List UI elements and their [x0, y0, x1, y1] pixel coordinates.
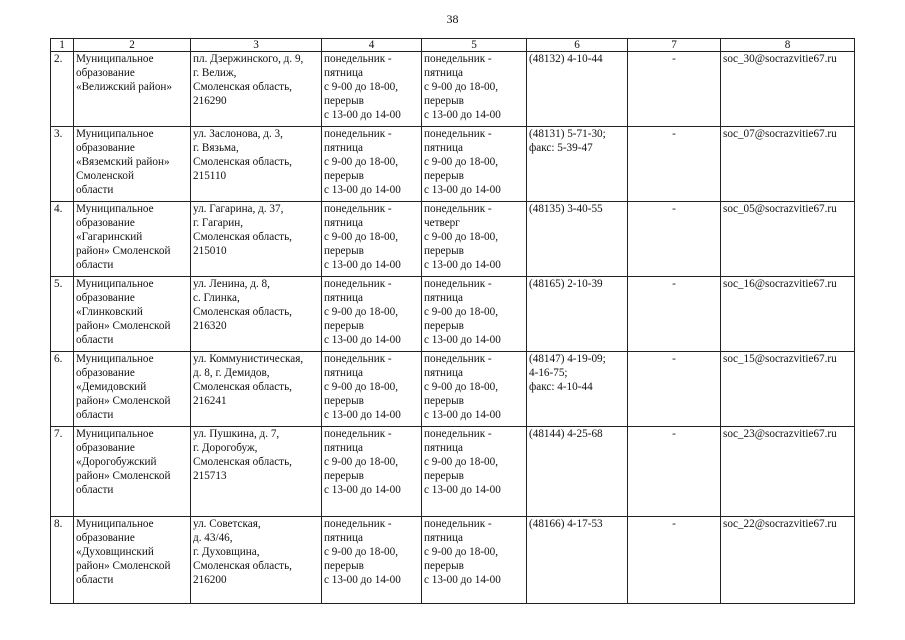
- reception-hours-cell-line: пятница: [424, 442, 463, 454]
- working-hours-cell-line: перерыв: [324, 470, 364, 482]
- column7-cell: -: [628, 517, 721, 604]
- municipality-cell-line: «Глинковский: [76, 306, 143, 318]
- municipality-cell-line: образование: [76, 367, 135, 379]
- working-hours-cell-line: с 9-00 до 18-00,: [324, 81, 399, 93]
- municipality-cell-line: образование: [76, 67, 135, 79]
- address-cell-line: г. Дорогобуж,: [193, 442, 258, 454]
- reception-hours-cell-line: пятница: [424, 142, 463, 154]
- reception-hours-cell: [422, 517, 527, 604]
- working-hours-cell: [322, 277, 422, 352]
- phone-cell-line: 4-16-75;: [529, 367, 568, 379]
- reception-hours-cell-line: понедельник -: [424, 278, 492, 290]
- reception-hours-cell-line: перерыв: [424, 470, 464, 482]
- phone-cell-line: (48165) 2-10-39: [529, 278, 603, 290]
- table-row: [51, 127, 855, 202]
- address-cell-line: Смоленская область,: [193, 231, 292, 243]
- municipality-cell-line: район» Смоленской: [76, 470, 171, 482]
- address-cell-line: 215713: [193, 470, 227, 482]
- municipality-cell: [74, 427, 191, 517]
- municipality-cell-line: области: [76, 409, 114, 421]
- municipality-cell-line: Муниципальное: [76, 518, 154, 530]
- working-hours-cell-line: понедельник -: [324, 203, 392, 215]
- municipality-cell: [74, 352, 191, 427]
- address-cell-line: пл. Дзержинского, д. 9,: [193, 53, 304, 65]
- working-hours-cell-line: с 9-00 до 18-00,: [324, 156, 399, 168]
- reception-hours-cell-line: с 9-00 до 18-00,: [424, 231, 499, 243]
- address-cell-line: Смоленская область,: [193, 560, 292, 572]
- offices-table: [50, 38, 855, 604]
- address-cell: [191, 277, 322, 352]
- municipality-cell: [74, 127, 191, 202]
- working-hours-cell-line: с 13-00 до 14-00: [324, 184, 401, 196]
- municipality-cell: [74, 52, 191, 127]
- row-number-cell: 8.: [51, 517, 74, 604]
- address-cell: [191, 127, 322, 202]
- column7-cell: -: [628, 52, 721, 127]
- reception-hours-cell-line: перерыв: [424, 95, 464, 107]
- reception-hours-cell: [422, 127, 527, 202]
- table-row: [51, 352, 855, 427]
- table-row: [51, 427, 855, 517]
- municipality-cell-line: образование: [76, 142, 135, 154]
- address-cell-line: 216241: [193, 395, 227, 407]
- phone-cell: [527, 52, 628, 127]
- row-number-cell: 7.: [51, 427, 74, 517]
- address-cell-line: Смоленская область,: [193, 381, 292, 393]
- email-cell: soc_22@socrazvitie67.ru: [721, 517, 855, 604]
- reception-hours-cell-line: пятница: [424, 292, 463, 304]
- working-hours-cell-line: пятница: [324, 142, 363, 154]
- reception-hours-cell-line: перерыв: [424, 170, 464, 182]
- row-number-cell: 4.: [51, 202, 74, 277]
- municipality-cell-line: образование: [76, 532, 135, 544]
- reception-hours-cell-line: с 13-00 до 14-00: [424, 484, 501, 496]
- reception-hours-cell-line: с 13-00 до 14-00: [424, 259, 501, 271]
- reception-hours-cell-line: с 9-00 до 18-00,: [424, 456, 499, 468]
- municipality-cell-line: «Гагаринский: [76, 231, 143, 243]
- municipality-cell-line: Муниципальное: [76, 203, 154, 215]
- municipality-cell-line: «Духовщинский: [76, 546, 154, 558]
- address-cell-line: д. 43/46,: [193, 532, 233, 544]
- working-hours-cell-line: перерыв: [324, 560, 364, 572]
- municipality-cell-line: образование: [76, 442, 135, 454]
- phone-cell-line: факс: 4-10-44: [529, 381, 593, 393]
- working-hours-cell-line: перерыв: [324, 170, 364, 182]
- phone-cell: [527, 202, 628, 277]
- header-cell: 6: [527, 39, 628, 52]
- working-hours-cell-line: с 9-00 до 18-00,: [324, 306, 399, 318]
- reception-hours-cell-line: перерыв: [424, 395, 464, 407]
- address-cell-line: Смоленская область,: [193, 306, 292, 318]
- municipality-cell-line: «Велижский район»: [76, 81, 173, 93]
- working-hours-cell-line: с 9-00 до 18-00,: [324, 546, 399, 558]
- phone-cell: [527, 127, 628, 202]
- municipality-cell-line: Муниципальное: [76, 53, 154, 65]
- reception-hours-cell-line: пятница: [424, 67, 463, 79]
- reception-hours-cell: [422, 202, 527, 277]
- header-cell: 4: [322, 39, 422, 52]
- column7-cell: -: [628, 127, 721, 202]
- column7-cell: -: [628, 202, 721, 277]
- working-hours-cell: [322, 517, 422, 604]
- working-hours-cell-line: понедельник -: [324, 428, 392, 440]
- working-hours-cell-line: перерыв: [324, 320, 364, 332]
- phone-cell-line: (48144) 4-25-68: [529, 428, 603, 440]
- reception-hours-cell-line: перерыв: [424, 320, 464, 332]
- municipality-cell-line: области: [76, 484, 114, 496]
- row-number-cell: 2.: [51, 52, 74, 127]
- working-hours-cell-line: пятница: [324, 367, 363, 379]
- municipality-cell-line: «Дорогобужский: [76, 456, 157, 468]
- working-hours-cell-line: понедельник -: [324, 53, 392, 65]
- reception-hours-cell-line: понедельник -: [424, 518, 492, 530]
- phone-cell: [527, 427, 628, 517]
- municipality-cell-line: район» Смоленской: [76, 320, 171, 332]
- reception-hours-cell-line: перерыв: [424, 560, 464, 572]
- municipality-cell-line: Муниципальное: [76, 428, 154, 440]
- address-cell-line: Смоленская область,: [193, 81, 292, 93]
- reception-hours-cell: [422, 427, 527, 517]
- header-cell: 2: [74, 39, 191, 52]
- working-hours-cell-line: перерыв: [324, 395, 364, 407]
- municipality-cell-line: «Демидовский: [76, 381, 147, 393]
- working-hours-cell-line: с 9-00 до 18-00,: [324, 231, 399, 243]
- working-hours-cell-line: с 9-00 до 18-00,: [324, 381, 399, 393]
- reception-hours-cell-line: понедельник -: [424, 353, 492, 365]
- reception-hours-cell-line: с 13-00 до 14-00: [424, 334, 501, 346]
- working-hours-cell-line: понедельник -: [324, 353, 392, 365]
- reception-hours-cell-line: с 13-00 до 14-00: [424, 409, 501, 421]
- working-hours-cell-line: с 13-00 до 14-00: [324, 334, 401, 346]
- email-cell: soc_05@socrazvitie67.ru: [721, 202, 855, 277]
- address-cell: [191, 517, 322, 604]
- working-hours-cell-line: пятница: [324, 217, 363, 229]
- address-cell-line: ул. Заслонова, д. 3,: [193, 128, 283, 140]
- reception-hours-cell: [422, 277, 527, 352]
- reception-hours-cell-line: с 9-00 до 18-00,: [424, 156, 499, 168]
- address-cell-line: 216290: [193, 95, 227, 107]
- reception-hours-cell-line: пятница: [424, 532, 463, 544]
- reception-hours-cell: [422, 52, 527, 127]
- header-cell: 8: [721, 39, 855, 52]
- working-hours-cell-line: перерыв: [324, 95, 364, 107]
- working-hours-cell-line: пятница: [324, 442, 363, 454]
- column7-cell: -: [628, 352, 721, 427]
- working-hours-cell-line: пятница: [324, 67, 363, 79]
- municipality-cell-line: области: [76, 184, 114, 196]
- working-hours-cell: [322, 352, 422, 427]
- address-cell-line: 216320: [193, 320, 227, 332]
- address-cell-line: г. Велиж,: [193, 67, 237, 79]
- phone-cell-line: (48132) 4-10-44: [529, 53, 603, 65]
- reception-hours-cell-line: с 9-00 до 18-00,: [424, 381, 499, 393]
- address-cell-line: д. 8, г. Демидов,: [193, 367, 270, 379]
- municipality-cell-line: области: [76, 574, 114, 586]
- municipality-cell-line: район» Смоленской: [76, 395, 171, 407]
- address-cell-line: г. Вязьма,: [193, 142, 239, 154]
- address-cell-line: с. Глинка,: [193, 292, 240, 304]
- email-cell: soc_15@socrazvitie67.ru: [721, 352, 855, 427]
- reception-hours-cell-line: с 13-00 до 14-00: [424, 574, 501, 586]
- working-hours-cell: [322, 52, 422, 127]
- municipality-cell-line: «Вяземский район»: [76, 156, 170, 168]
- reception-hours-cell: [422, 352, 527, 427]
- phone-cell: [527, 517, 628, 604]
- reception-hours-cell-line: с 9-00 до 18-00,: [424, 306, 499, 318]
- reception-hours-cell-line: понедельник -: [424, 203, 492, 215]
- reception-hours-cell-line: с 13-00 до 14-00: [424, 109, 501, 121]
- working-hours-cell-line: с 13-00 до 14-00: [324, 109, 401, 121]
- municipality-cell-line: Муниципальное: [76, 128, 154, 140]
- address-cell-line: 216200: [193, 574, 227, 586]
- column7-cell: -: [628, 277, 721, 352]
- working-hours-cell-line: понедельник -: [324, 128, 392, 140]
- address-cell-line: г. Гагарин,: [193, 217, 243, 229]
- phone-cell: [527, 277, 628, 352]
- row-number-cell: 3.: [51, 127, 74, 202]
- address-cell: [191, 202, 322, 277]
- working-hours-cell-line: с 13-00 до 14-00: [324, 409, 401, 421]
- address-cell: [191, 352, 322, 427]
- working-hours-cell: [322, 427, 422, 517]
- address-cell: [191, 427, 322, 517]
- municipality-cell-line: Муниципальное: [76, 353, 154, 365]
- phone-cell-line: (48166) 4-17-53: [529, 518, 603, 530]
- row-number-cell: 5.: [51, 277, 74, 352]
- working-hours-cell-line: с 13-00 до 14-00: [324, 574, 401, 586]
- reception-hours-cell-line: понедельник -: [424, 128, 492, 140]
- working-hours-cell-line: понедельник -: [324, 278, 392, 290]
- address-cell-line: ул. Пушкина, д. 7,: [193, 428, 280, 440]
- page-number: 38: [446, 12, 459, 26]
- municipality-cell-line: области: [76, 259, 114, 271]
- address-cell-line: 215110: [193, 170, 227, 182]
- email-cell: soc_16@socrazvitie67.ru: [721, 277, 855, 352]
- working-hours-cell-line: понедельник -: [324, 518, 392, 530]
- table-row: [51, 52, 855, 127]
- working-hours-cell-line: с 13-00 до 14-00: [324, 484, 401, 496]
- reception-hours-cell-line: четверг: [424, 217, 460, 229]
- phone-cell: [527, 352, 628, 427]
- municipality-cell-line: район» Смоленской: [76, 560, 171, 572]
- phone-cell-line: (48147) 4-19-09;: [529, 353, 606, 365]
- phone-cell-line: (48131) 5-71-30;: [529, 128, 606, 140]
- reception-hours-cell-line: с 9-00 до 18-00,: [424, 546, 499, 558]
- table-row: [51, 277, 855, 352]
- column7-cell: -: [628, 427, 721, 517]
- municipality-cell-line: образование: [76, 292, 135, 304]
- municipality-cell-line: Муниципальное: [76, 278, 154, 290]
- municipality-cell-line: образование: [76, 217, 135, 229]
- reception-hours-cell-line: понедельник -: [424, 53, 492, 65]
- working-hours-cell-line: пятница: [324, 532, 363, 544]
- municipality-cell-line: Смоленской: [76, 170, 134, 182]
- working-hours-cell-line: пятница: [324, 292, 363, 304]
- address-cell-line: Смоленская область,: [193, 456, 292, 468]
- address-cell-line: ул. Советская,: [193, 518, 261, 530]
- address-cell-line: ул. Гагарина, д. 37,: [193, 203, 284, 215]
- address-cell-line: ул. Ленина, д. 8,: [193, 278, 270, 290]
- municipality-cell-line: район» Смоленской: [76, 245, 171, 257]
- header-cell: 5: [422, 39, 527, 52]
- municipality-cell: [74, 277, 191, 352]
- working-hours-cell-line: перерыв: [324, 245, 364, 257]
- reception-hours-cell-line: с 9-00 до 18-00,: [424, 81, 499, 93]
- municipality-cell: [74, 517, 191, 604]
- header-cell: 1: [51, 39, 74, 52]
- reception-hours-cell-line: с 13-00 до 14-00: [424, 184, 501, 196]
- address-cell-line: 215010: [193, 245, 227, 257]
- working-hours-cell-line: с 9-00 до 18-00,: [324, 456, 399, 468]
- phone-cell-line: (48135) 3-40-55: [529, 203, 603, 215]
- email-cell: soc_30@socrazvitie67.ru: [721, 52, 855, 127]
- header-cell: 3: [191, 39, 322, 52]
- row-number-cell: 6.: [51, 352, 74, 427]
- working-hours-cell: [322, 202, 422, 277]
- table-row: [51, 517, 855, 604]
- header-row: [51, 39, 855, 52]
- municipality-cell-line: области: [76, 334, 114, 346]
- reception-hours-cell-line: перерыв: [424, 245, 464, 257]
- working-hours-cell: [322, 127, 422, 202]
- address-cell-line: Смоленская область,: [193, 156, 292, 168]
- address-cell: [191, 52, 322, 127]
- municipality-cell: [74, 202, 191, 277]
- address-cell-line: г. Духовщина,: [193, 546, 260, 558]
- reception-hours-cell-line: понедельник -: [424, 428, 492, 440]
- email-cell: soc_23@socrazvitie67.ru: [721, 427, 855, 517]
- reception-hours-cell-line: пятница: [424, 367, 463, 379]
- header-cell: 7: [628, 39, 721, 52]
- working-hours-cell-line: с 13-00 до 14-00: [324, 259, 401, 271]
- table-row: [51, 202, 855, 277]
- address-cell-line: ул. Коммунистическая,: [193, 353, 304, 365]
- phone-cell-line: факс: 5-39-47: [529, 142, 593, 154]
- email-cell: soc_07@socrazvitie67.ru: [721, 127, 855, 202]
